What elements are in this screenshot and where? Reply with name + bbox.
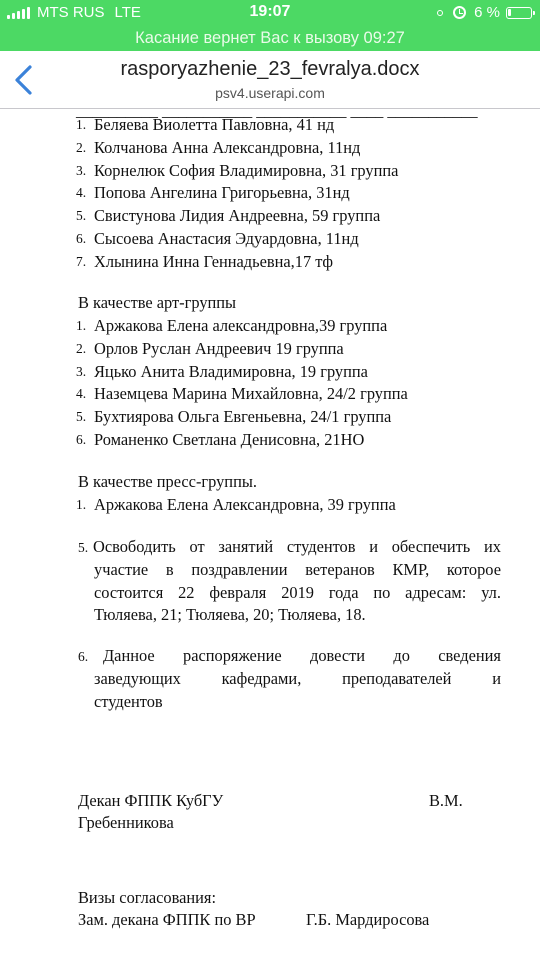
paragraph-line [103,646,501,666]
paragraph-word: КМР, [392,559,430,579]
list-item [0,384,540,407]
list-item [0,316,540,339]
paragraph-word: которое [446,559,501,579]
list-item [0,229,540,252]
paragraph-word: кафедрами, [221,668,302,688]
list-item [0,407,540,430]
paragraph-word: от [189,537,205,556]
paragraph-word: довести [309,646,366,665]
list-item-number: 4. [76,386,87,402]
list-item-text: Сысоева Анастасия Эдуардовна, 11нд [94,228,359,248]
signature-surname: Гребенникова [78,813,174,832]
list-item-text: Свистунова Лидия Андреевна, 59 группа [94,206,381,226]
paragraph-word: февраля [209,582,267,602]
alarm-icon [453,6,466,19]
battery-icon [506,7,532,19]
paragraph-word: сведения [438,646,501,665]
approver-role: Зам. декана ФППК по ВР [78,910,256,929]
list-item-text: Орлов Руслан Андреевич 19 группа [94,338,344,358]
list-item-number: 3. [76,162,87,178]
network-type: LTE [114,4,141,21]
paragraph-line [94,583,501,603]
paragraph-word: Данное [103,646,155,665]
list-item-text: Колчанова Анна Александровна, 11нд [94,137,361,157]
document-viewer[interactable] [0,110,540,959]
list-item-text: Романенко Светлана Денисовна, 21НО [94,429,365,449]
paragraph-word: до [393,646,410,665]
list-item [0,430,540,453]
paragraph-word: и [492,668,501,688]
art-group-heading: В качестве арт-группы [78,293,237,312]
list-item-number: 2. [76,340,87,356]
paragraph-line [93,537,501,557]
status-time: 19:07 [249,3,291,20]
paragraph-word: ветеранов [305,559,375,579]
paragraph-word: студентов [94,691,163,711]
art-group-list [0,316,540,453]
list-item-number: 5. [76,409,87,425]
list-item-number: 4. [76,185,87,201]
list-item-text: Попова Ангелина Григорьевна, 31нд [94,183,350,203]
list-item-text: Беляева Виолетта Павловна, 41 нд [94,115,335,134]
list-item-number: 1. [76,497,87,512]
paragraph-word: распоряжение [183,646,282,665]
paragraph-word: ул. [481,582,501,602]
list-item [0,362,540,385]
return-to-call-banner[interactable]: Касание вернет Вас к вызову 09:27 [0,26,540,51]
signature-position: Декан ФППК КубГУ [78,791,224,810]
list-item-number: 6. [76,431,87,447]
status-right [437,4,532,21]
press-group-heading: В качестве пресс-группы. [78,472,257,491]
paragraph-word: заведующих [94,668,181,688]
list-item-number: 1. [76,117,87,132]
paragraph-word: года [328,582,359,602]
approvals-heading: Визы согласования: [78,888,217,907]
document-host: psv4.userapi.com [215,85,325,101]
participants-list [0,115,540,275]
list-item-number: 3. [76,363,87,379]
list-item [0,339,540,362]
paragraph-word: студентов [286,537,356,556]
list-item [0,252,540,275]
paragraph-word: Освободить [93,537,176,556]
location-dot-icon [437,10,443,16]
status-bar [0,0,540,26]
nav-header [0,51,540,109]
list-item [0,138,540,161]
list-item-text: Наземцева Марина Михайловна, 24/2 группа [94,384,408,404]
paragraph-word: преподавателей [342,668,452,688]
paragraph-word: Тюляева, 21; Тюляева, 20; Тюляева, 18. [94,605,366,625]
approver-name: Г.Б. Мардиросова [306,910,430,929]
list-item [0,206,540,229]
battery-percent: 6 % [474,4,500,21]
paragraph-word: поздравлении [191,559,288,579]
paragraph-word: адресам: [405,582,467,602]
paragraph-word: их [484,537,501,556]
list-item [0,115,540,138]
paragraph-line [94,669,501,689]
item-5-number: 5. [78,540,89,555]
paragraph-word: и [369,537,378,556]
list-item-number: 1. [76,318,87,333]
list-item-text: Яцько Анита Владимировна, 19 группа [94,361,368,381]
paragraph-word: состоится [94,582,164,602]
list-item-number: 7. [76,253,87,269]
paragraph-word: 22 [178,582,195,602]
signature-initials: В.М. [429,791,463,810]
list-item-text: Аржакова Елена александровна,39 группа [94,316,388,335]
list-item-number: 5. [76,208,87,224]
list-item-number: 2. [76,139,87,155]
list-item-text: Бухтиярова Ольга Евгеньевна, 24/1 группа [94,407,392,427]
list-item-text: Аржакова Елена Александровна, 39 группа [94,495,396,514]
paragraph-line [94,692,163,712]
list-item [0,161,540,184]
paragraph-word: занятий [218,537,274,556]
paragraph-word: в [165,559,174,579]
paragraph-word: 2019 [281,582,314,602]
carrier-name: MTS RUS [37,4,105,21]
list-item [0,183,540,206]
list-item-text: Корнелюк София Владимировна, 31 группа [94,160,399,180]
paragraph-word: по [373,582,391,602]
list-item-text: Хлынина Инна Геннадьевна,17 тф [94,251,334,271]
paragraph-line [94,605,366,625]
paragraph-word: участие [94,559,149,579]
paragraph-word: обеспечить [391,537,471,556]
document-title: rasporyazhenie_23_fevralya.docx [120,58,420,80]
list-item [0,495,540,518]
press-group-list [0,495,540,518]
paragraph-line [94,560,501,580]
list-item-number: 6. [76,230,87,246]
item-6-number: 6. [78,649,89,664]
partially-hidden-line: __________ ___________ ___________ ____ ___________ [76,110,478,120]
